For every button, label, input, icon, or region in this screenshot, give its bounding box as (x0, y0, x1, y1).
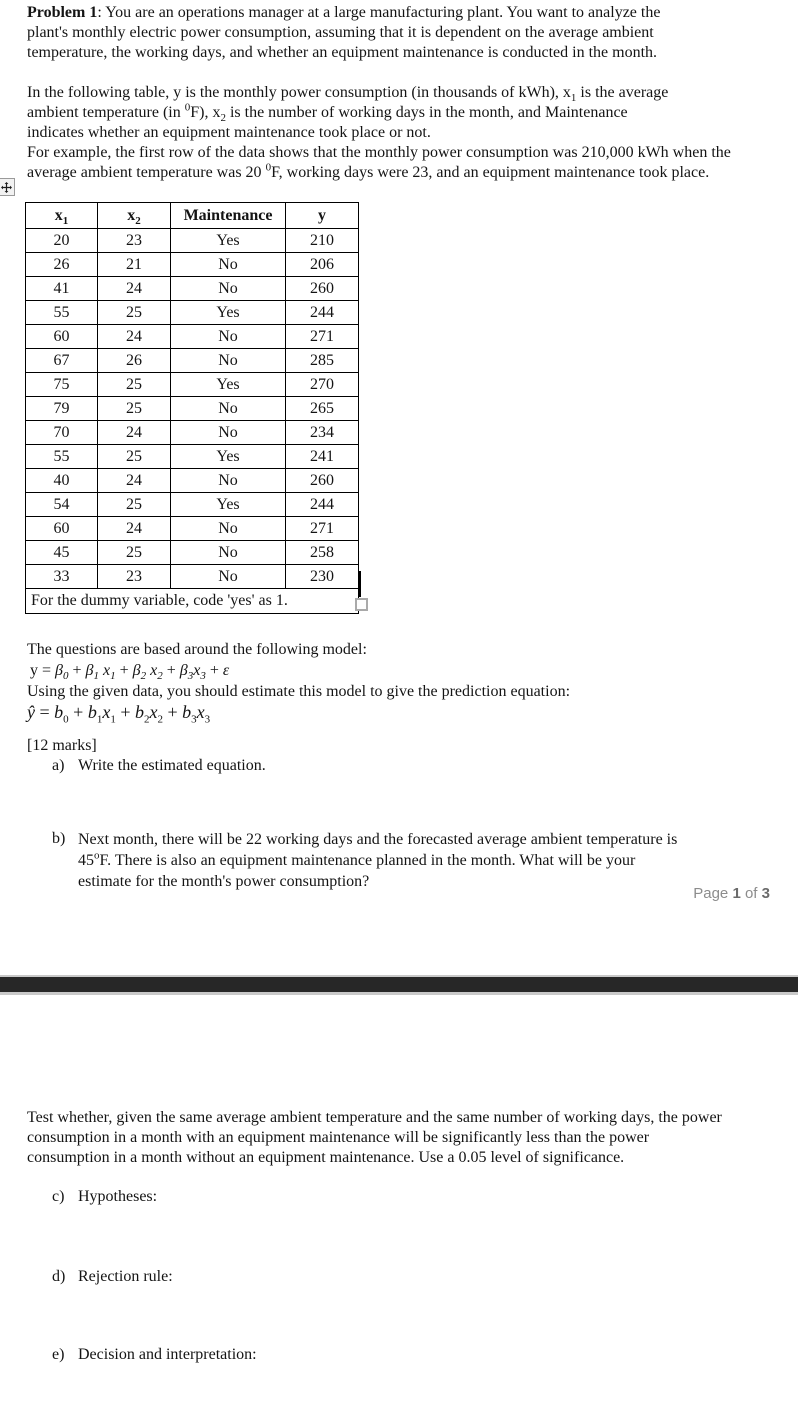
table-cell: 60 (26, 325, 98, 349)
page-gap-bar (0, 977, 798, 992)
table-cell: 285 (286, 349, 359, 373)
table-header-cell: y (286, 203, 359, 229)
table-cell: 230 (286, 565, 359, 589)
model-section (27, 639, 772, 726)
table-row (26, 565, 359, 589)
table-header-cell: $x_2$ (98, 203, 171, 229)
table-cell: 55 (26, 301, 98, 325)
table-move-handle[interactable] (0, 178, 15, 196)
table-row (26, 277, 359, 301)
table-row (26, 253, 359, 277)
table-cell: No (171, 397, 286, 421)
page-indicator (693, 885, 770, 902)
table-row (26, 325, 359, 349)
table-cell: 25 (98, 541, 171, 565)
table-row (26, 493, 359, 517)
question-d (27, 1267, 772, 1287)
table-cell: No (171, 277, 286, 301)
table-cell: 258 (286, 541, 359, 565)
page-total: 3 (761, 885, 770, 902)
table-row (26, 421, 359, 445)
table-cell: 24 (98, 277, 171, 301)
table-cell: No (171, 421, 286, 445)
table-row (26, 517, 359, 541)
table-cell: 24 (98, 325, 171, 349)
table-cell: 25 (98, 397, 171, 421)
table-cell: 40 (26, 469, 98, 493)
table-cell: 210 (286, 229, 359, 253)
table-cell: 79 (26, 397, 98, 421)
table-cell: 23 (98, 565, 171, 589)
table-cell: Yes (171, 373, 286, 397)
table-cell: 24 (98, 469, 171, 493)
question-e (27, 1345, 772, 1365)
table-cell: 67 (26, 349, 98, 373)
table-cell: 270 (286, 373, 359, 397)
prediction-equation: ŷ = $b_0 + b_1x_1 + b_2x_2 + b_3x_3$ (27, 702, 211, 726)
question-c-marker: c) (52, 1188, 65, 1205)
table-row (26, 541, 359, 565)
question-b-text: Next month, there will be 22 working days and the forecasted average ambient temperature is 45$^o$F. There is also an equipment maintenance planned in the month. What will be your estimate for the month's power consumption? (78, 831, 678, 890)
table-cell: Yes (171, 229, 286, 253)
table-cell: 271 (286, 517, 359, 541)
table-row (26, 349, 359, 373)
table-header-row (26, 203, 359, 229)
data-table[interactable] (25, 202, 359, 614)
estimate-instruction-text: Using the given data, you should estimate this model to give the prediction equation: (27, 683, 571, 700)
table-cell: 60 (26, 517, 98, 541)
question-e-marker: e) (52, 1346, 65, 1363)
table-footnote: For the dummy variable, code 'yes' as 1. (26, 589, 359, 614)
table-cell: 33 (26, 565, 98, 589)
question-e-text: Decision and interpretation: (78, 1346, 257, 1363)
test-instruction-paragraph: Test whether, given the same average ambient temperature and the same number of working days, the power consumption in a month with an equipment maintenance will be significantly less than the power consumption in a month without an equipment maintenance. Use a 0.05 level of significance. (27, 1109, 722, 1166)
table-row (26, 445, 359, 469)
table-cell: 20 (26, 229, 98, 253)
question-c-text: Hypotheses: (78, 1188, 158, 1205)
table-cell: 241 (286, 445, 359, 469)
table-cell: 45 (26, 541, 98, 565)
table-body (26, 229, 359, 589)
question-c (27, 1187, 772, 1207)
example-paragraph: For example, the first row of the data shows that the monthly power consumption was 210,000 kWh when the average ambient temperature was 20 $^0$F, working days were 23, and an equipment maintenance took place. (27, 144, 731, 181)
table-cell: 25 (98, 373, 171, 397)
question-b (27, 829, 772, 892)
table-cell: 265 (286, 397, 359, 421)
table-cell: Yes (171, 445, 286, 469)
table-cell: Yes (171, 301, 286, 325)
question-a (27, 756, 772, 776)
of-word: of (744, 885, 758, 902)
table-cell: No (171, 565, 286, 589)
page2-content (0, 995, 798, 1365)
table-cell: 70 (26, 421, 98, 445)
table-resize-handle[interactable] (355, 598, 368, 611)
question-d-marker: d) (52, 1268, 66, 1285)
move-arrows-icon (1, 182, 12, 193)
model-equation: $y = \beta_0 + \beta_1$ $x_1 + \beta_2$ $x_2 + \beta_3x_3 + \varepsilon$ (30, 662, 230, 683)
table-cell: 26 (98, 349, 171, 373)
table-cell: 260 (286, 469, 359, 493)
page-word: Page (693, 885, 729, 902)
page-break-divider (0, 975, 798, 995)
table-cell: 25 (98, 301, 171, 325)
table-description-paragraph: In the following table, y is the monthly power consumption (in thousands of kWh), $x_1$ is the average ambient temperature (in $^0$F), $x_2$ is the number of working days in the month, and Maintenance indicates whether an equipment maintenance took place or not. (27, 84, 669, 141)
marks-label: [12 marks] (27, 737, 97, 754)
table-row (26, 469, 359, 493)
table-header-cell: $x_1$ (26, 203, 98, 229)
page-number: 1 (732, 885, 741, 902)
table-cell: 21 (98, 253, 171, 277)
table-cell: 26 (26, 253, 98, 277)
question-d-text: Rejection rule: (78, 1268, 173, 1285)
table-cell: 24 (98, 517, 171, 541)
table-cell: 260 (286, 277, 359, 301)
table-cell: 24 (98, 421, 171, 445)
table-cell: 234 (286, 421, 359, 445)
table-cell: 55 (26, 445, 98, 469)
question-a-marker: a) (52, 757, 65, 774)
table-cell: No (171, 517, 286, 541)
table-cell: No (171, 325, 286, 349)
table-row (26, 229, 359, 253)
table-cell: No (171, 349, 286, 373)
table-row (26, 397, 359, 421)
table-cell: 75 (26, 373, 98, 397)
table-cell: 271 (286, 325, 359, 349)
problem-intro-paragraph: Problem 1: You are an operations manager at a large manufacturing plant. You want to analyze the plant's monthly electric power consumption, assuming that it is dependent on the average ambient temperature, the working days, and whether an equipment maintenance is conducted in the month. (27, 4, 661, 61)
table-cell: No (171, 541, 286, 565)
table-row (26, 301, 359, 325)
document-page-2 (0, 995, 798, 1420)
table-row (26, 373, 359, 397)
table-cell: 54 (26, 493, 98, 517)
model-intro-text: The questions are based around the following model: (27, 641, 367, 658)
table-cell: No (171, 469, 286, 493)
table-cell: 41 (26, 277, 98, 301)
table-cell: 206 (286, 253, 359, 277)
table-cell: 244 (286, 493, 359, 517)
table-cell: 23 (98, 229, 171, 253)
table-cell: 25 (98, 445, 171, 469)
table-footnote-row (26, 589, 359, 614)
table-header-cell: Maintenance (171, 203, 286, 229)
question-a-text: Write the estimated equation. (78, 757, 266, 774)
question-b-marker: b) (52, 830, 66, 847)
text-cursor (359, 571, 361, 597)
table-cell: 244 (286, 301, 359, 325)
table-cell: No (171, 253, 286, 277)
table-cell: Yes (171, 493, 286, 517)
table-cell: 25 (98, 493, 171, 517)
